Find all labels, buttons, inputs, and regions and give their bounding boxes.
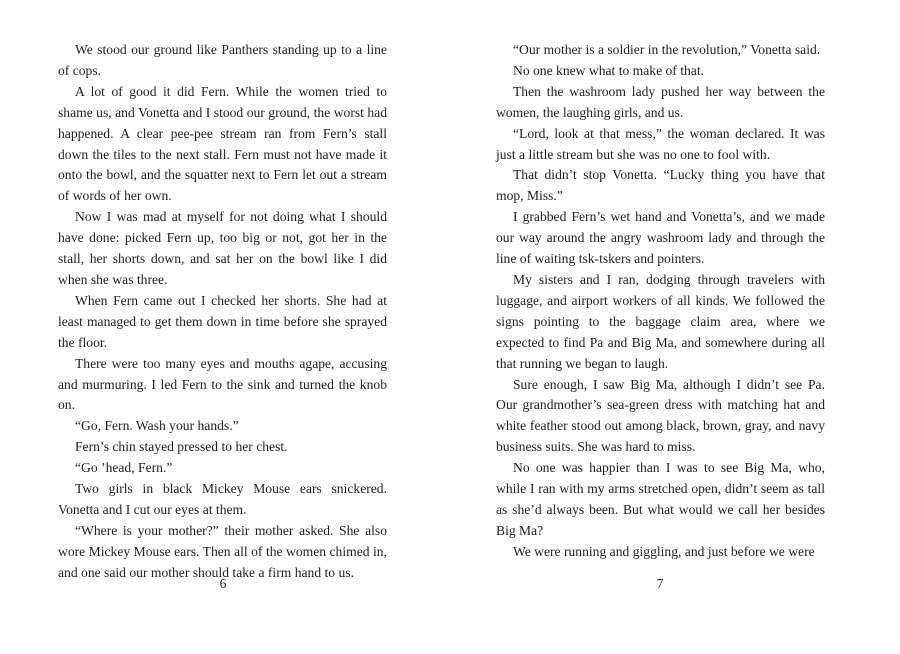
paragraph: Fern’s chin stayed pressed to her chest. — [75, 439, 288, 455]
right-page-text — [496, 40, 825, 563]
paragraph: Then the washroom lady pushed her way between the women, the laughing girls, and us. — [496, 83, 825, 120]
left-page-text — [58, 40, 387, 584]
page-number: 7 — [656, 576, 664, 591]
paragraph: Two girls in black Mickey Mouse ears snickered. Vonetta and I cut our eyes at them. — [58, 481, 387, 517]
paragraph: When Fern came out I checked her shorts. She had at least managed to get them down in time before she sprayed the floor. — [58, 292, 387, 350]
paragraph: That didn’t stop Vonetta. “Lucky thing you have that mop, Miss.” — [496, 167, 825, 204]
paragraph: We were running and giggling, and just before we were — [513, 543, 815, 559]
paragraph: We stood our ground like Panthers standing up to a line of cops. — [58, 42, 387, 78]
paragraph: My sisters and I ran, dodging through travelers with luggage, and airport workers of all kinds. We followed the signs pointing to the baggage claim area, where we expected to find Pa and Big Ma, and somewhere during all that running we began to laugh. — [496, 271, 825, 371]
paragraph: Now I was mad at myself for not doing what I should have done: picked Fern up, too big or not, got her in the stall, her shorts down, and sat her on the bowl like I did when she was three. — [58, 209, 387, 287]
paragraph: No one was happier than I was to see Big Ma, who, while I ran with my arms stretched open, didn’t seem as tall as she’d always been. But what would we call her besides Big Ma? — [496, 460, 825, 538]
paragraph: “Lord, look at that mess,” the woman declared. It was just a little stream but she was no one to fool with. — [496, 125, 825, 162]
paragraph: I grabbed Fern’s wet hand and Vonetta’s, and we made our way around the angry washroom lady and through the line of waiting tsk-tskers and pointers. — [496, 209, 825, 267]
paragraph: “Go, Fern. Wash your hands.” — [75, 418, 239, 434]
paragraph: There were too many eyes and mouths agape, accusing and murmuring. I led Fern to the sink and turned the knob on. — [58, 355, 387, 413]
paragraph: “Our mother is a soldier in the revolution,” Vonetta said. — [513, 42, 821, 57]
paragraph: Sure enough, I saw Big Ma, although I didn’t see Pa. Our grandmother’s sea-green dress with matching hat and white feather stood out among black, brown, gray, and navy business suits. She was hard to miss. — [496, 376, 825, 455]
paragraph: “Where is your mother?” their mother asked. She also wore Mickey Mouse ears. Then all of the women chimed in, and one said our mother should take a firm hand to us. — [58, 522, 387, 580]
paragraph: “Go ’head, Fern.” — [75, 460, 173, 476]
paragraph: A lot of good it did Fern. While the women tried to shame us, and Vonetta and I stood our ground, the worst had happened. A clear pee-pee stream ran from Fern’s stall down the tiles to the next stall. Fern must not have made it onto the bowl, and the squatter next to Fern let out a stream of words of her own. — [58, 83, 387, 204]
paragraph: No one knew what to make of that. — [513, 62, 705, 78]
right-page — [450, 0, 900, 654]
page-number: 6 — [219, 576, 227, 591]
